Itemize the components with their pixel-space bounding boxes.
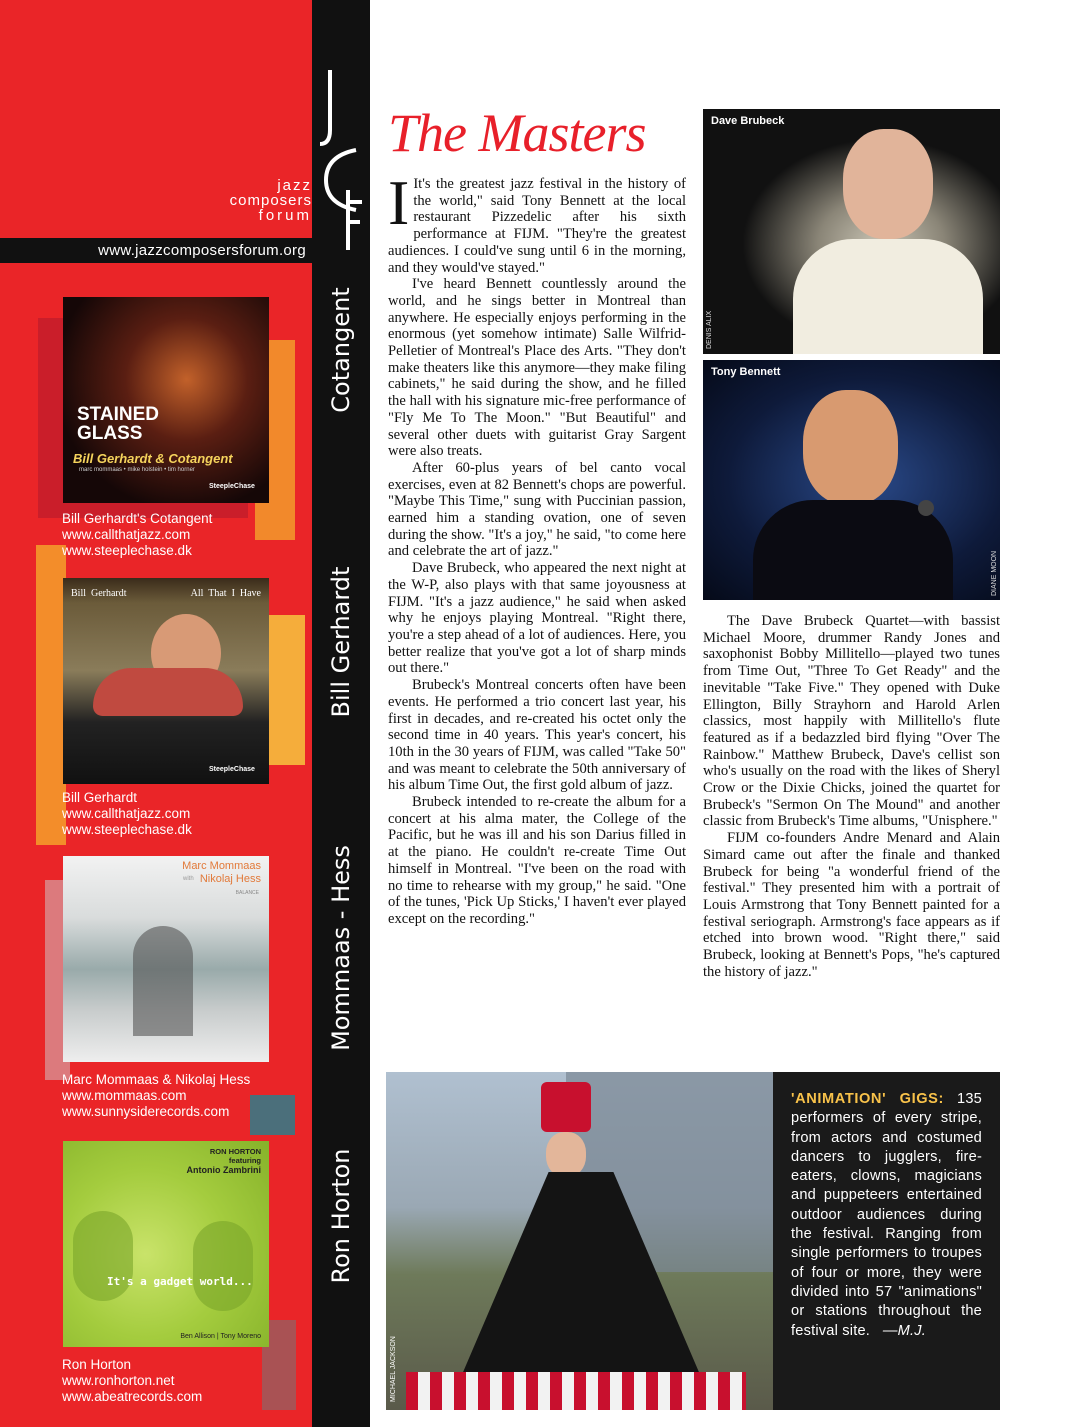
article-title: The Masters (388, 103, 646, 163)
website-url[interactable]: www.jazzcomposersforum.org (0, 238, 312, 263)
caption-link[interactable]: www.steeplechase.dk (62, 543, 192, 558)
cover-artist: RON HORTON (209, 1147, 261, 1156)
strip-label-ron-horton: Ron Horton (327, 1148, 355, 1284)
album-cover-all-that-i-have (63, 578, 269, 784)
figure-head (803, 390, 898, 505)
cover-with: with (183, 876, 194, 882)
paragraph-text: It's the greatest jazz festival in the history of the world," said Tony Bennett at the local restaurant Pizzedelic after his sixth performance at FIJM. "They're the greatest audiences. I could've sung until 6 in the morning, and they would've stayed." (388, 176, 686, 276)
caption-title: Bill Gerhardt (62, 790, 138, 805)
photo-label: Dave Brubeck (711, 115, 785, 127)
caption-link[interactable]: www.ronhorton.net (62, 1373, 175, 1388)
logo-line-1: jazz (277, 177, 312, 194)
portrait-body (93, 668, 243, 716)
caption-link[interactable]: www.callthatjazz.com (62, 806, 191, 821)
cover-personnel: marc mommaas • mike holstein • tim horner (79, 467, 195, 473)
hand-print (193, 1221, 253, 1311)
label-logo: SteepleChase (209, 483, 255, 490)
strip-label-cotangent: Cotangent (327, 287, 355, 413)
photo-credit: DIANE MOON (991, 550, 998, 596)
performer-face (546, 1132, 586, 1177)
photo-animation-performer (386, 1072, 773, 1410)
photo-credit: MICHAEL JACKSON (390, 1336, 397, 1402)
jcf-logo-icon (312, 60, 370, 300)
cover-artist: Bill Gerhardt (71, 588, 127, 599)
album-cover-gadget-world (63, 1141, 269, 1347)
cover-title: All That I Have (190, 588, 261, 599)
drop-cap: I (388, 167, 410, 238)
strip-label-mommaas-hess: Mommaas - Hess (327, 845, 355, 1051)
box-lead: 'ANIMATION' GIGS: (791, 1091, 944, 1107)
paragraph: After 60-plus years of bel canto vocal exercises, even at 82 Bennett's chops are powerful. "Maybe This Time," sung with Puccinian passion, earned him a standing ovation, one of seven during the show. "It's a joy," he said, "to come here and celebrate the art of jazz." (388, 459, 686, 560)
strip-label-bill-gerhardt: Bill Gerhardt (327, 566, 355, 718)
article-column-2 (703, 613, 1000, 980)
cover-artist-2: Nikolaj Hess (199, 873, 261, 885)
performer-hat (541, 1082, 591, 1132)
cover-artist: Bill Gerhardt & Cotangent (73, 451, 233, 466)
cover-featuring: featuring (228, 1156, 261, 1165)
caption-title: Bill Gerhardt's Cotangent (62, 511, 213, 526)
paragraph (388, 167, 686, 276)
album-caption (62, 790, 192, 838)
caption-link[interactable]: www.sunnysiderecords.com (62, 1104, 230, 1119)
photo-label: Tony Bennett (711, 366, 781, 378)
cover-personnel: Ben Allison | Tony Moreno (180, 1333, 261, 1340)
logo-line-3: forum (258, 207, 312, 224)
cover-title: BALANCE (235, 890, 259, 896)
album-caption (62, 1357, 202, 1405)
photo-tony-bennett (703, 360, 1000, 600)
caption-link[interactable]: www.steeplechase.dk (62, 822, 192, 837)
caption-link[interactable]: www.callthatjazz.com (62, 527, 191, 542)
sidebar (0, 0, 312, 1427)
cover-artist: Marc Mommaas (182, 860, 261, 872)
box-text: 135 performers of every stripe, from actors and costumed dancers to jugglers, fire-eaters, clowns, magicians and puppeteers entertained outdoor audiences during the festival. Ranging from single performers to troupes of four or more, they were divided into 57 "animations" or stations throughout the festival site. (791, 1091, 982, 1339)
box-signature: —M.J. (882, 1322, 926, 1339)
album-cover-stained-glass (63, 297, 269, 503)
label-logo: SteepleChase (209, 766, 255, 773)
cover-guest: Antonio Zambrini (186, 1165, 261, 1175)
album-caption (62, 511, 212, 559)
stage-base (406, 1372, 746, 1410)
decor-block (250, 1095, 295, 1135)
vertical-strip (312, 0, 370, 1427)
cover-title: STAINED GLASS (77, 404, 159, 444)
paragraph: Dave Brubeck, who appeared the next night at the W-P, also plays with that same joyousness at FIJM. "It's a jazz audience," he said when asked why he enjoys playing Montreal. "Right there, you're a step ahead of a lot of audiences. Here, you better realize that you've got a lot of sharp minds out there." (388, 560, 686, 677)
photo-credit: DENIS ALIX (706, 310, 713, 349)
article-column-1 (388, 167, 686, 928)
paragraph: The Dave Brubeck Quartet—with bassist Michael Moore, drummer Randy Jones and saxophonist Bobby Millitello—played two tunes from Time Out, "Three To Get Ready" and the inevitable "Take Five." They opened with Duke Ellington, Billy Strayhorn and Harold Arlen classics, most happily with Millitello's flute featured as if a bedazzled bird flying "Over The Rainbow." Matthew Brubeck, Dave's cellist son who's usually on the road with the likes of Sheryl Crow or the Dixie Chicks, joined the quartet for Brubeck's "Sermon On The Mound" and another classic from Brubeck's Time albums, "Unisphere." (703, 613, 1000, 830)
photo-dave-brubeck (703, 109, 1000, 354)
logo-line-2: composers (229, 192, 312, 209)
paragraph: Brubeck intended to re-create the album for a concert at his alma mater, the College of the Pacific, but he was ill and his son Darius filled in at the piano. He couldn't re-create Time Out himself in Montreal. "I've been on the road with no time to rehearse with my group," he said. "One of the tunes, 'Pick Up Sticks,' I haven't ever played except on the recording." (388, 794, 686, 927)
paragraph: I've heard Bennett countlessly around the world, and he sings better in Montreal than anywhere. He especially enjoys performing in the enormous (yet somehow intimate) Salle Wilfrid-Pelletier of Montreal's Place des Arts. "They don't make theaters like this anymore—they make filing cabinets," he said during the show, and he filled the hall with his signature mic-free performance of "Fly Me To The Moon." "But Beautiful" and several other duets with guitarist Gray Sargent were also treats. (388, 276, 686, 460)
paragraph: Brubeck's Montreal concerts often have been events. He performed a trio concert last year, his first in decades, and re-created his octet only the second time in 40 years. This year's concert, his 10th in the 30 years of FIJM, was called "Take 50" and was meant to celebrate the 50th anniversary of his album Time Out, the first gold album of jazz. (388, 677, 686, 794)
caption-title: Ron Horton (62, 1357, 132, 1372)
figure-head (843, 129, 933, 239)
cover-title: It's a gadget world... (107, 1275, 253, 1288)
album-caption (62, 1072, 250, 1120)
logo-text (200, 178, 312, 223)
saxophonist-figure (133, 926, 193, 1036)
caption-title: Marc Mommaas & Nikolaj Hess (62, 1072, 251, 1087)
caption-link[interactable]: www.abeatrecords.com (62, 1389, 203, 1404)
album-cover-balance (63, 856, 269, 1062)
figure-jacket (793, 239, 983, 354)
paragraph: FIJM co-founders Andre Menard and Alain Simard came out after the finale and thanked Brubeck for being "a wonderful friend of the festival." They presented him with a portrait of Louis Armstrong that Tony Bennett painted for a festival seriograph. Armstrong's face appears as if etched into brown wood. "Right there," said Brubeck, looking at Bennett's Pops, "he's captured the history of jazz." (703, 830, 1000, 980)
microphone-icon (918, 500, 934, 516)
animation-gigs-box (773, 1072, 1000, 1410)
caption-link[interactable]: www.mommaas.com (62, 1088, 187, 1103)
